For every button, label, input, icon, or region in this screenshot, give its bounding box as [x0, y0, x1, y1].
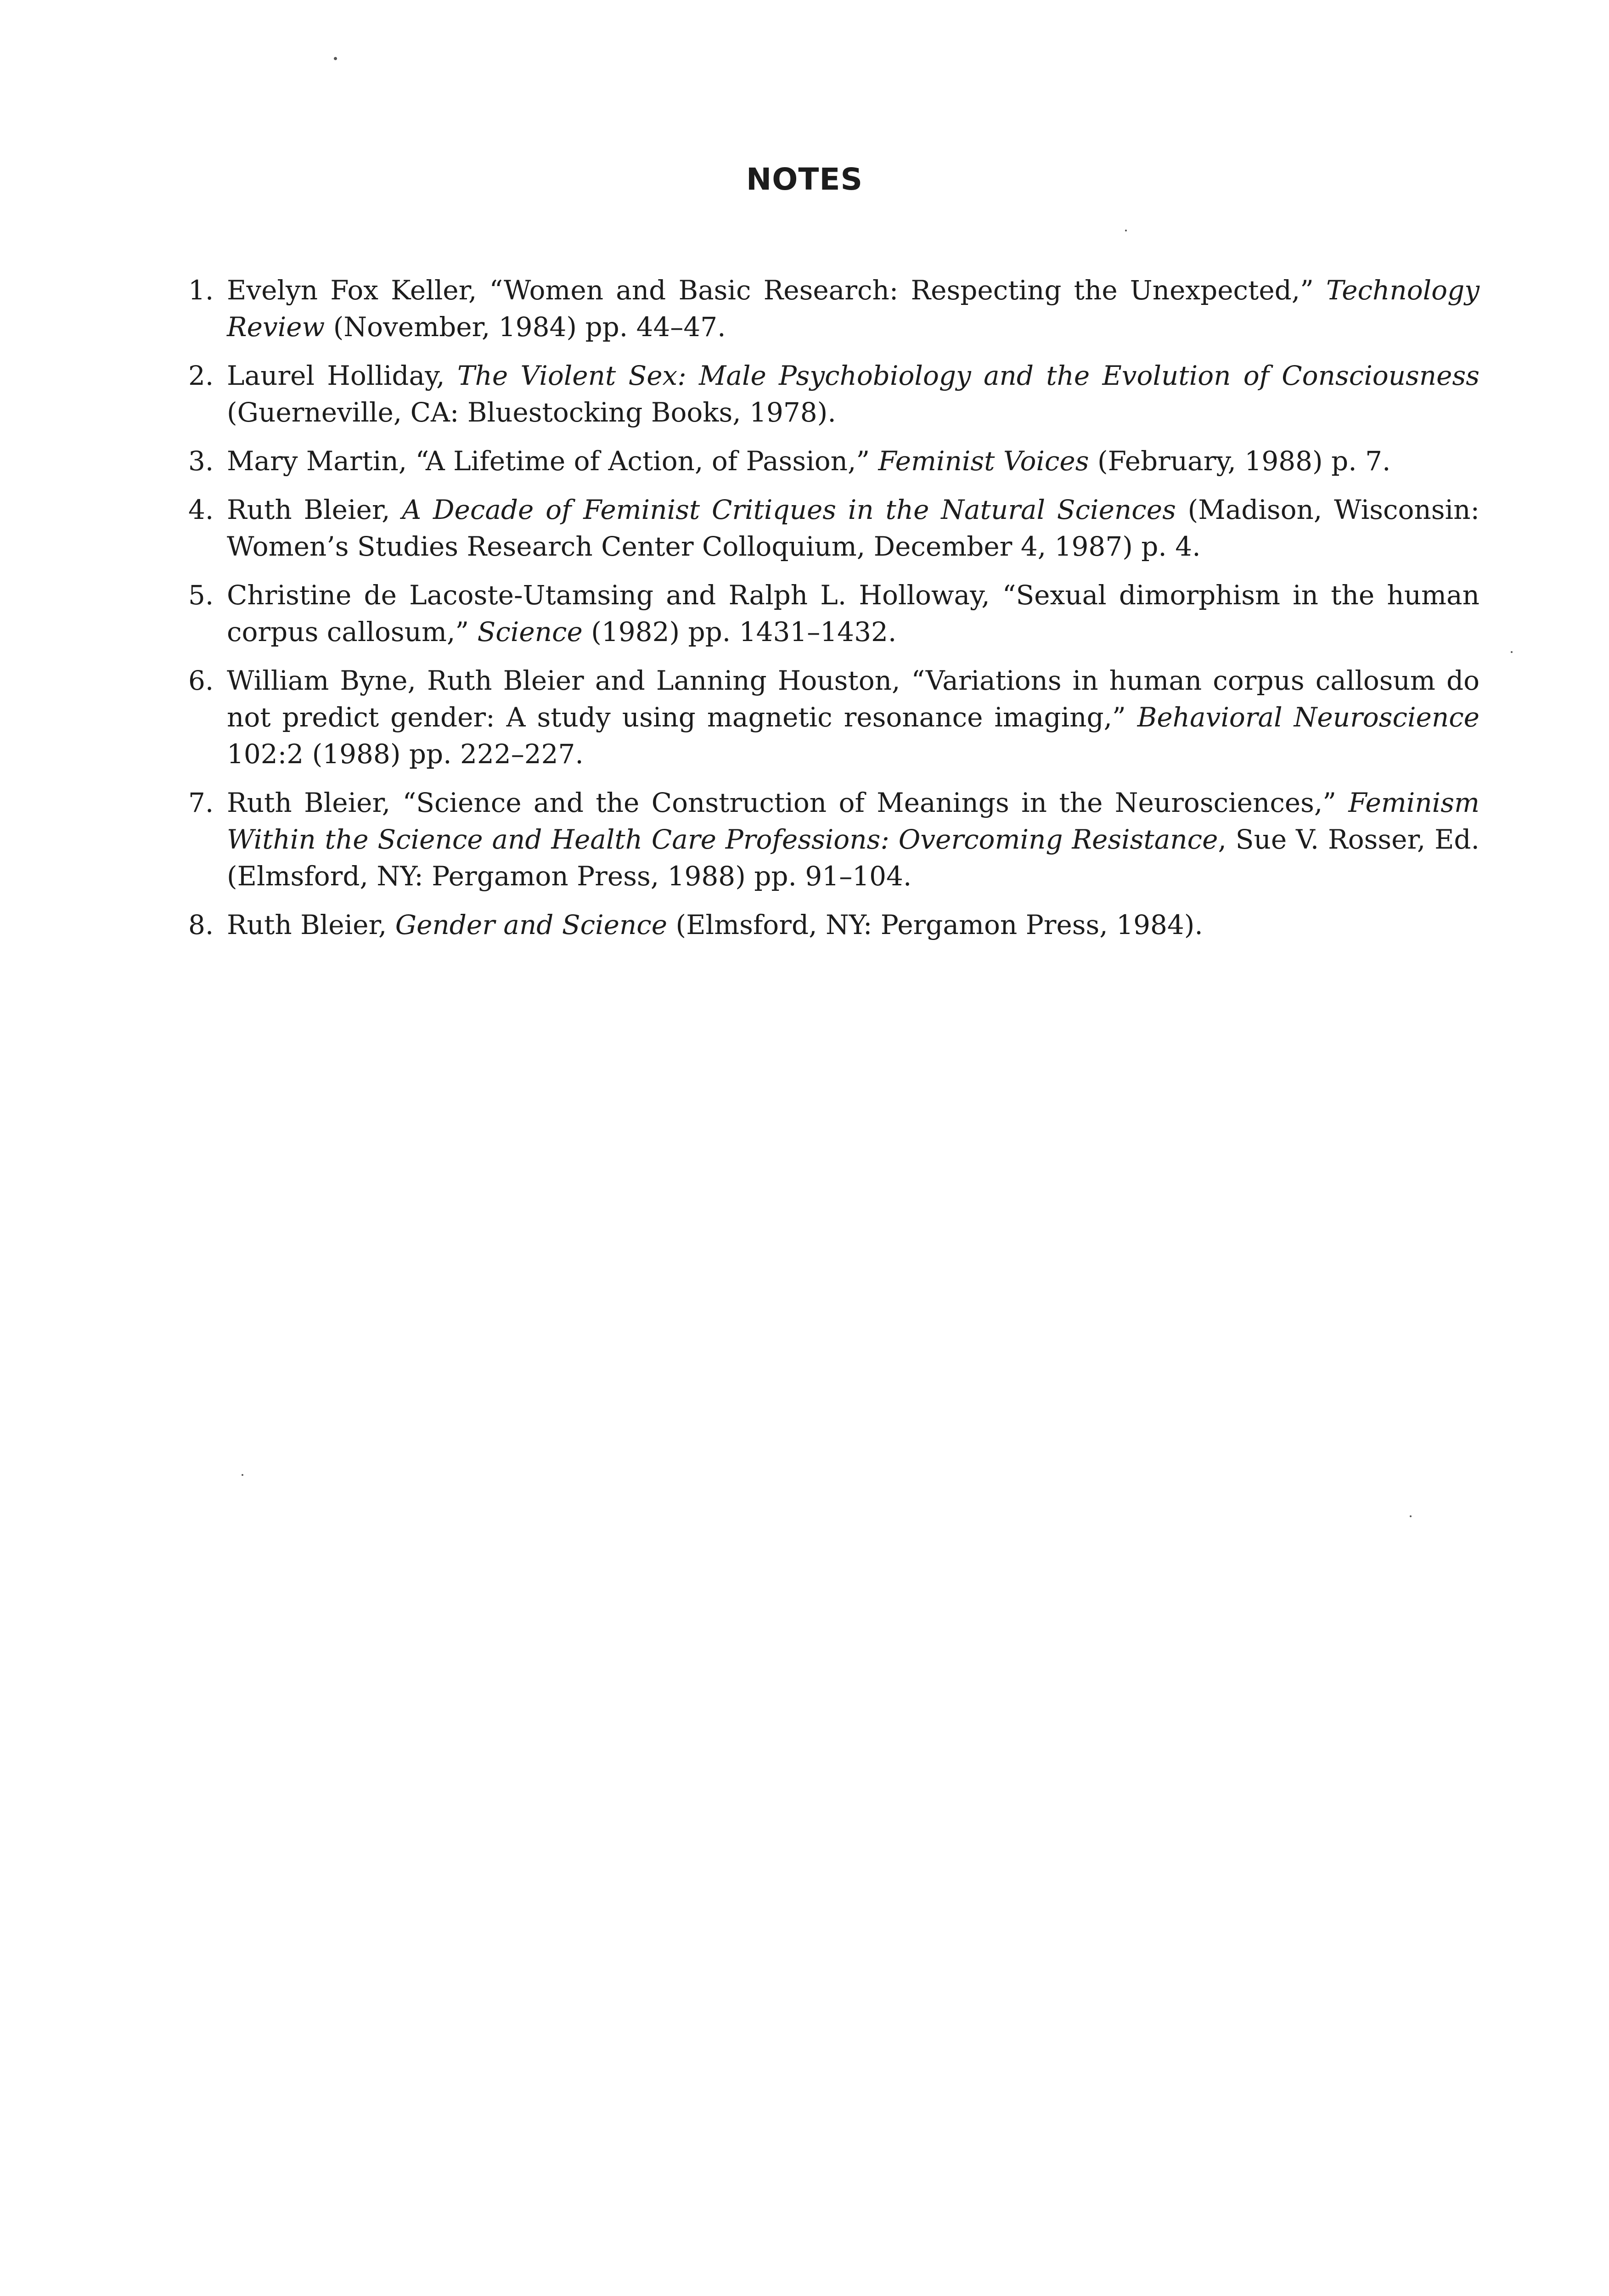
- scan-speck: [1511, 651, 1513, 653]
- note-text: [227, 662, 1480, 772]
- scan-speck: [334, 57, 337, 60]
- note-text-segment: Ruth Bleier,: [227, 909, 395, 940]
- note-title-italic: Science: [477, 616, 583, 647]
- note-text: [227, 784, 1480, 895]
- scan-speck: [1410, 1515, 1412, 1517]
- note-text: [227, 577, 1480, 650]
- note-text-segment: Laurel Holliday,: [227, 360, 457, 391]
- note-item: [188, 906, 1480, 943]
- note-text-segment: Ruth Bleier,: [227, 494, 402, 525]
- note-text-segment: William Byne, Ruth Bleier and Lanning Houston, “Variations in human corpus callosum do not predict gender: A study using magnetic resonance imaging,”: [227, 665, 1480, 733]
- note-title-italic: A Decade of Feminist Critiques in the Natural Sciences: [402, 494, 1176, 525]
- note-number: 5.: [188, 580, 214, 611]
- note-text-segment: Ruth Bleier, “Science and the Construction of Meanings in the Neurosciences,”: [227, 787, 1349, 818]
- note-item: [188, 443, 1480, 479]
- note-text-segment: (February, 1988) p. 7.: [1089, 445, 1391, 477]
- note-text-segment: (Guerneville, CA: Bluestocking Books, 1978).: [227, 397, 836, 428]
- note-text: [227, 272, 1480, 345]
- scan-speck: [1125, 230, 1127, 231]
- note-text: [227, 443, 1480, 479]
- note-number: 2.: [188, 360, 214, 391]
- note-text-segment: (1982) pp. 1431–1432.: [582, 616, 897, 647]
- note-number: 6.: [188, 665, 214, 696]
- note-text-segment: 102:2 (1988) pp. 222–227.: [227, 738, 584, 770]
- note-number: 7.: [188, 787, 214, 818]
- note-item: [188, 491, 1480, 565]
- note-title-italic: Feminism Within the Science and Health Care Professions: Overcoming Resistance: [227, 787, 1480, 855]
- note-number: 1.: [188, 275, 214, 306]
- note-title-italic: Behavioral Neuroscience: [1137, 702, 1480, 733]
- note-number: 3.: [188, 445, 214, 477]
- note-text: [227, 357, 1480, 431]
- note-title-italic: The Violent Sex: Male Psychobiology and the Evolution of Consciousness: [457, 360, 1480, 391]
- note-title-italic: Technology Review: [227, 275, 1480, 343]
- note-text-segment: (Madison, Wisconsin: Women’s Studies Research Center Colloquium, December 4, 1987) p. 4.: [227, 494, 1480, 562]
- note-text-segment: Evelyn Fox Keller, “Women and Basic Research: Respecting the Unexpected,”: [227, 275, 1327, 306]
- notes-list: [188, 272, 1480, 955]
- note-text-segment: , Sue V. Rosser, Ed. (Elmsford, NY: Pergamon Press, 1988) pp. 91–104.: [227, 824, 1480, 892]
- page-title: NOTES: [746, 162, 863, 197]
- note-text-segment: Mary Martin, “A Lifetime of Action, of Passion,”: [227, 445, 878, 477]
- note-item: [188, 357, 1480, 431]
- note-item: [188, 784, 1480, 895]
- note-text-segment: (November, 1984) pp. 44–47.: [325, 311, 726, 343]
- note-title-italic: Feminist Voices: [878, 445, 1089, 477]
- note-item: [188, 272, 1480, 345]
- note-item: [188, 577, 1480, 650]
- note-text-segment: Christine de Lacoste-Utamsing and Ralph L. Holloway, “Sexual dimorphism in the human corpus callosum,”: [227, 580, 1480, 647]
- note-number: 4.: [188, 494, 214, 525]
- note-number: 8.: [188, 909, 214, 940]
- note-title-italic: Gender and Science: [395, 909, 668, 940]
- note-text-segment: (Elmsford, NY: Pergamon Press, 1984).: [667, 909, 1203, 940]
- note-text: [227, 491, 1480, 565]
- scan-speck: [242, 1474, 243, 1476]
- note-item: [188, 662, 1480, 772]
- note-text: [227, 906, 1480, 943]
